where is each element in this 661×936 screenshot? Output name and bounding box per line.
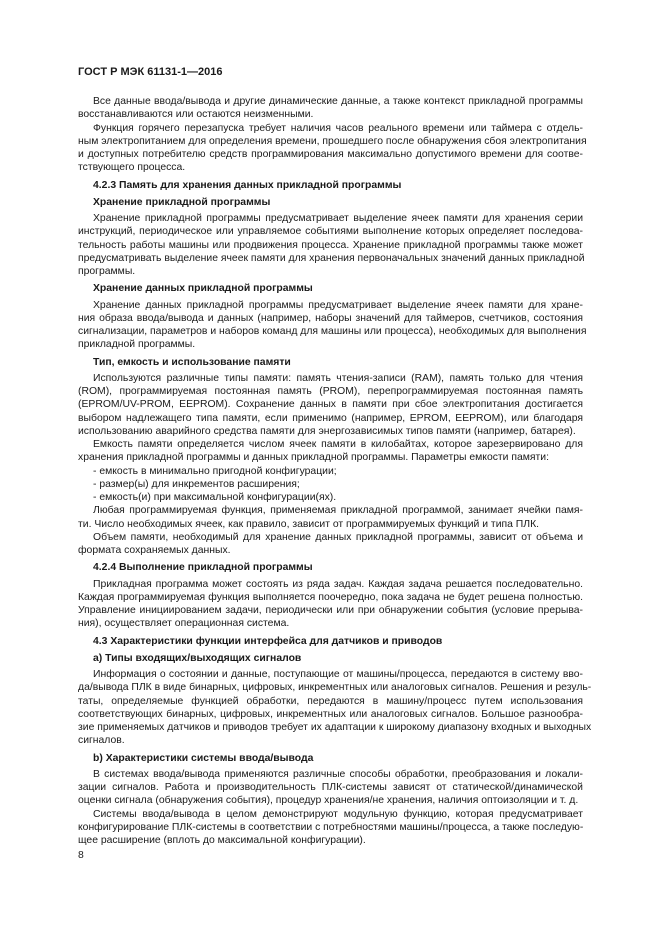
- paragraph-line: соответствующих бинарных, цифровых, инкрементных или аналоговых сигналов. Большое разнообра-: [78, 708, 583, 720]
- paragraph-line: Управление инициированием задачи, периодически или при обнаружении события (условие прерыва-: [78, 605, 583, 616]
- paragraph-line: зации сигналов. Работа и производительность ПЛК-системы зависят от статической/динамической: [78, 782, 583, 793]
- paragraph-line: прикладной программы.: [78, 339, 196, 351]
- paragraph-line: таты, определяемые функцией обработки, передаются в машину/процесс путем использования: [78, 695, 583, 707]
- paragraph: [78, 95, 583, 122]
- paragraph: [78, 438, 583, 465]
- section-heading: Хранение прикладной программы: [93, 196, 271, 208]
- paragraph-line: (EPROM/UV-PROM, EEPROM). Сохранение данных в памяти при сбое электропитания достигается: [78, 399, 583, 411]
- paragraph-line: оценки сигнала (обнаружения события), процедур хранения/не хранения, наличия оптоизоляции и т. д.: [78, 795, 579, 807]
- paragraph-line: Прикладная программа может состоять из ряда задач. Каждая задача решается последовательно.: [93, 578, 583, 590]
- paragraph-line: Используются различные типы памяти: память чтения-записи (RAM), память только для чтения: [93, 372, 583, 384]
- section-heading: b) Характеристики системы ввода/вывода: [93, 752, 314, 764]
- paragraph-line: сигнализации, параметров и наборов команд для машины или процесса), необходимых для выполнения: [78, 326, 587, 337]
- paragraph: [78, 531, 583, 558]
- paragraph-line: использованию аварийного средства памяти для энергозависимых типов памяти (например, батарея).: [78, 425, 576, 437]
- paragraph-line: тствующего процесса.: [78, 162, 186, 174]
- paragraph-line: конфигурирование ПЛК-системы в соответствии с потребностями машины/процесса, а также последую-: [78, 821, 584, 833]
- paragraph: [78, 668, 592, 748]
- paragraph: [78, 212, 583, 278]
- paragraph-line: зие применяемых датчиков и приводов требует их адаптации к широкому диапазону входных и выходных: [78, 722, 592, 733]
- list-item: - емкость(и) при максимальной конфигурации(ях).: [93, 492, 337, 503]
- paragraph: [78, 299, 587, 352]
- paragraph-line: Любая программируемая функция, применяемая прикладной программой, занимает ячейки памя-: [93, 505, 583, 517]
- paragraph-line: Информация о состоянии и данные, поступающие от машины/процесса, передаются в систему вво-: [93, 669, 583, 680]
- paragraph-line: ти. Число необходимых ячеек, как правило, зависит от программируемых функций и типа ПЛК.: [78, 518, 540, 530]
- paragraph-line: сигналов.: [78, 735, 125, 747]
- list-item: - размер(ы) для инкрементов расширения;: [93, 478, 300, 490]
- section-heading: 4.3 Характеристики функции интерфейса для датчиков и приводов: [93, 635, 443, 647]
- paragraph: [78, 578, 583, 631]
- paragraph-line: ния), осуществляет операционная система.: [78, 618, 290, 630]
- section-heading: a) Типы входящих/выходящих сигналов: [93, 652, 302, 664]
- paragraph-line: и доступных потребителю средств программирования максимально допустимого времени для соотве-: [78, 149, 583, 160]
- paragraph-line: Функция горячего перезапуска требует наличия часов реального времени или таймера с отдель-: [93, 122, 583, 134]
- paragraph-line: Все данные ввода/вывода и другие динамические данные, а также контекст прикладной программы: [93, 96, 583, 107]
- paragraph-line: щее расширение (вплоть до максимальной конфигурации).: [78, 835, 366, 846]
- paragraph-line: программы.: [78, 266, 136, 277]
- paragraph-line: Хранение данных прикладной программы предусматривает выделение ячеек памяти для хране-: [93, 299, 583, 311]
- paragraph-line: да/вывода ПЛК в виде бинарных, цифровых, инкрементных или аналоговых сигналов. Решения и резуль-: [78, 682, 592, 694]
- section-heading: Тип, емкость и использование памяти: [93, 356, 291, 368]
- paragraph-line: ным электропитанием для определения времени, прошедшего после обнаружения сбоя электропитания: [78, 135, 587, 147]
- paragraph-line: формата сохраняемых данных.: [78, 545, 231, 556]
- document-body: [78, 95, 592, 847]
- paragraph-line: выбором надлежащего типа памяти, если применимо (например, EPROM, EEPROM), или благодаря: [78, 412, 583, 424]
- paragraph-line: Каждая программируемая функция выполняется поочередно, пока задача не будет решена полностью.: [78, 591, 583, 603]
- section-heading: 4.2.3 Память для хранения данных прикладной программы: [93, 179, 402, 191]
- section-heading: 4.2.4 Выполнение прикладной программы: [93, 562, 313, 574]
- section-heading: Хранение данных прикладной программы: [93, 283, 313, 295]
- paragraph-line: Хранение прикладной программы предусматривает выделение ячеек памяти для хранения серии: [93, 213, 583, 224]
- paragraph-line: Объем памяти, необходимый для хранение данных прикладной программы, зависит от объема и: [93, 531, 583, 543]
- paragraph-line: тельность работы машины или продвижения процесса. Хранение прикладной программы также может: [78, 239, 583, 251]
- paragraph: [78, 122, 587, 175]
- paragraph-line: восстанавливаются или остаются неизменными.: [78, 109, 314, 121]
- paragraph-line: хранения прикладной программы и данных прикладной программы. Параметры емкости памяти:: [78, 452, 549, 464]
- paragraph-line: Системы ввода/вывода в целом демонстрируют модульную функцию, которая предусматривает: [93, 808, 583, 820]
- paragraph: [78, 768, 583, 808]
- paragraph-line: В системах ввода/вывода применяются различные способы обработки, преобразования и локали-: [93, 768, 583, 780]
- paragraph-line: Емкость памяти определяется числом ячеек памяти в килобайтах, которое зарезервировано для: [93, 439, 583, 450]
- list-item: - емкость в минимально пригодной конфигурации;: [93, 465, 337, 477]
- paragraph: [78, 504, 583, 531]
- page-number: 8: [78, 850, 84, 861]
- paragraph-line: (ROM), программируемая постоянная память (PROM), перепрограммируемая постоянная память: [78, 386, 583, 397]
- paragraph-line: инструкций, периодическое или управляемое событиями выполнение которых определяет последова-: [78, 226, 583, 238]
- paragraph: [78, 808, 583, 848]
- paragraph-line: предусматривать выделение ячеек памяти для хранения первоначальных значений данных прикладной: [78, 252, 585, 264]
- paragraph: [78, 372, 583, 438]
- paragraph-line: ния образа ввода/вывода и данных (например, наборы значений для таймеров, счетчиков, состояния: [78, 312, 583, 324]
- document-header: ГОСТ Р МЭК 61131-1—2016: [78, 66, 223, 78]
